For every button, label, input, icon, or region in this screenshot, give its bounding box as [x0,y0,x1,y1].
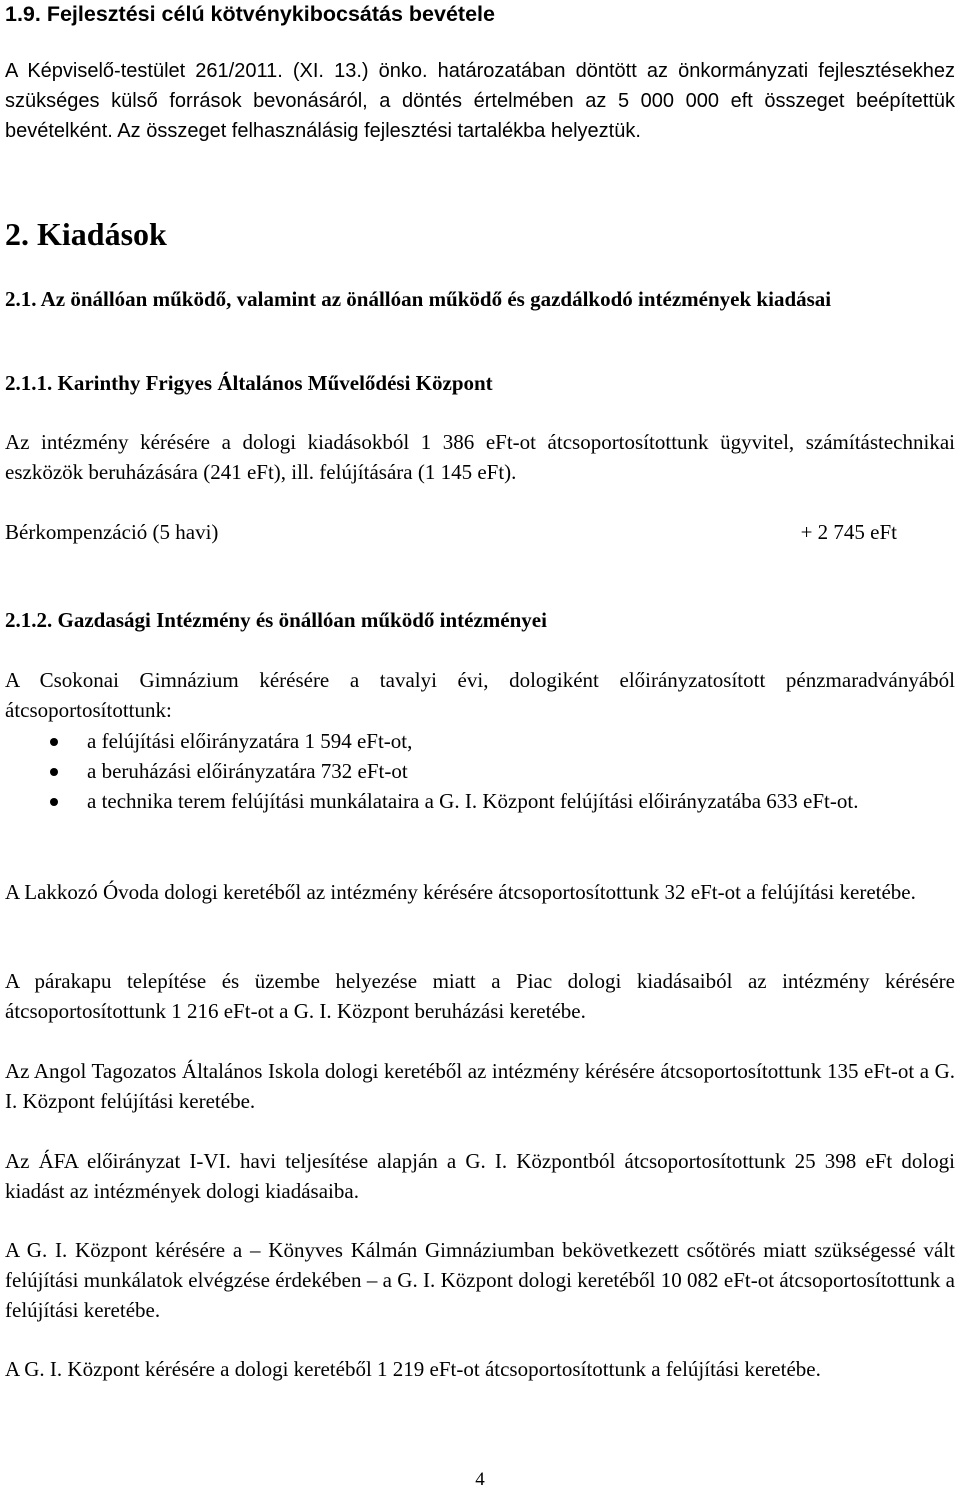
section-2-1-1-paragraph: Az intézmény kérésére a dologi kiadásokból 1 386 eFt-ot átcsoportosítottunk ügyvitel, számítástechnikai eszközök beruházására (241 eFt), ill. felújítására (1 145 eFt). [5,430,955,484]
section-2-1-2-heading: 2.1.2. Gazdasági Intézmény és önállóan működő intézményei [5,608,547,632]
section-2-1-1-heading: 2.1.1. Karinthy Frigyes Általános Művelődési Központ [5,371,493,395]
section-1-9-paragraph: A Képviselő-testület 261/2011. (XI. 13.) önko. határozatában döntött az önkormányzati fejlesztésekhez szükséges külső források bevonásáról, a döntés értelmében az 5 000 000 eft összeget beépítettük bevételként. Az összeget felhasználásig fejlesztési tartalékba helyeztük. [5,60,955,142]
bullet-icon [50,768,58,776]
bullet-icon [50,798,58,806]
paragraph-afa: Az ÁFA előirányzat I-VI. havi teljesítése alapján a G. I. Központból átcsoportosítottunk 25 398 eFt dologi kiadást az intézmények dologi kiadásaiba. [5,1149,955,1203]
bullet-icon [50,738,58,746]
paragraph-konyves-kalman: A G. I. Központ kérésére a – Könyves Kálmán Gimnáziumban bekövetkezett csőtörés miatt szükségessé vált felújítási munkálatok elvégzése érdekében – a G. I. Központ dologi keretéből 10 082 eFt-ot átcsoportosítottunk a felújítási keretébe. [5,1238,955,1322]
page-number: 4 [475,1469,485,1490]
list-item: a technika terem felújítási munkálataira a G. I. Központ felújítási előirányzatába 633 eFt-ot. [5,786,955,816]
reallocation-list [5,726,955,816]
paragraph-gi-kozpont: A G. I. Központ kérésére a dologi keretéből 1 219 eFt-ot átcsoportosítottunk a felújítási keretébe. [5,1357,821,1381]
wage-compensation-value: + 2 745 eFt [800,520,897,544]
paragraph-lakkozo-ovoda: A Lakkozó Óvoda dologi keretéből az intézmény kérésére átcsoportosítottunk 32 eFt-ot a felújítási keretébe. [5,880,916,904]
section-1-9-heading: 1.9. Fejlesztési célú kötvénykibocsátás bevétele [5,2,495,26]
section-2-1-2-intro: A Csokonai Gimnázium kérésére a tavalyi évi, dologiként előirányzatosított pénzmaradványából átcsoportosítottunk: [5,668,955,722]
list-item: a felújítási előirányzatára 1 594 eFt-ot, [5,726,955,756]
wage-compensation-row [5,517,955,547]
section-2-1-heading: 2.1. Az önállóan működő, valamint az önállóan működő és gazdálkodó intézmények kiadásai [5,287,832,311]
section-2-heading: 2. Kiadások [5,216,167,252]
list-item: a beruházási előirányzatára 732 eFt-ot [5,756,955,786]
wage-compensation-label: Bérkompenzáció (5 havi) [5,520,219,544]
paragraph-parakapu: A párakapu telepítése és üzembe helyezése miatt a Piac dologi kiadásaiból az intézmény kérésére átcsoportosítottunk 1 216 eFt-ot a G. I. Központ beruházási keretébe. [5,969,955,1023]
paragraph-angol-tagozatos: Az Angol Tagozatos Általános Iskola dologi keretéből az intézmény kérésére átcsoportosítottunk 135 eFt-ot a G. I. Központ felújítási keretébe. [5,1059,955,1113]
